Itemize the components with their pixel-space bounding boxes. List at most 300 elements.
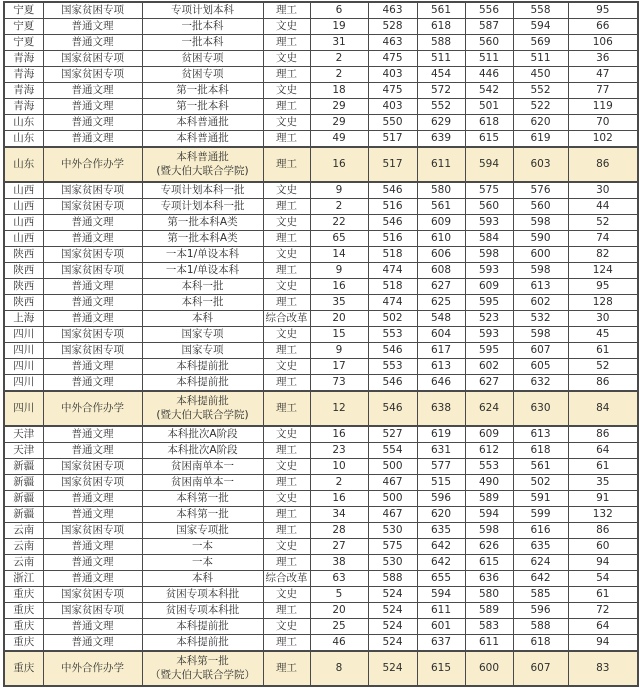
table-cell: 12 (310, 391, 368, 426)
table-cell: 500 (368, 459, 417, 475)
table-cell: 119 (568, 99, 638, 115)
table-cell: 95 (568, 2, 638, 19)
table-cell: 本科第一批 （暨大伯大联合学院） (142, 651, 263, 686)
table-cell: 527 (368, 426, 417, 443)
table-cell: 556 (465, 2, 513, 19)
table-cell: 77 (568, 83, 638, 99)
table-cell: 501 (465, 99, 513, 115)
table-cell: 国家贫困专项 (43, 603, 142, 619)
table-cell: 593 (465, 263, 513, 279)
table-row (4, 603, 638, 619)
table-cell: 新疆 (4, 507, 43, 523)
table-cell: 中外合作办学 (43, 391, 142, 426)
table-cell: 511 (465, 51, 513, 67)
table-row (4, 651, 638, 686)
table-cell: 云南 (4, 523, 43, 539)
table-cell: 609 (465, 279, 513, 295)
table-cell: 575 (368, 539, 417, 555)
table-cell: 610 (417, 231, 465, 247)
table-row (4, 459, 638, 475)
table-cell: 理工 (263, 99, 310, 115)
table-cell: 专项计划本科 (142, 2, 263, 19)
table-cell: 636 (465, 571, 513, 587)
table-cell: 四川 (4, 327, 43, 343)
table-cell: 596 (417, 491, 465, 507)
table-row (4, 539, 638, 555)
table-cell: 552 (513, 83, 568, 99)
table-cell: 61 (568, 343, 638, 359)
table-cell: 594 (513, 19, 568, 35)
table-cell: 35 (568, 475, 638, 491)
table-cell: 贫困专项本科批 (142, 587, 263, 603)
table-row (4, 83, 638, 99)
table-cell: 546 (368, 375, 417, 392)
table-cell: 第一批本科 (142, 99, 263, 115)
table-cell: 国家贫困专项 (43, 247, 142, 263)
table-cell: 文史 (263, 459, 310, 475)
table-cell: 8 (310, 651, 368, 686)
table-cell: 本科提前批 (142, 635, 263, 652)
table-cell: 490 (465, 475, 513, 491)
table-row (4, 199, 638, 215)
table-cell: 635 (417, 523, 465, 539)
table-cell: 600 (465, 651, 513, 686)
table-cell: 619 (513, 131, 568, 148)
table-cell: 52 (568, 359, 638, 375)
table-cell: 585 (513, 587, 568, 603)
table-cell: 46 (310, 635, 368, 652)
table-cell: 一批本科 (142, 19, 263, 35)
table-cell: 594 (417, 587, 465, 603)
table-cell: 532 (513, 311, 568, 327)
table-row (4, 182, 638, 199)
table-cell: 宁夏 (4, 2, 43, 19)
table-cell: 普通文理 (43, 491, 142, 507)
table-cell: 四川 (4, 343, 43, 359)
table-cell: 569 (513, 35, 568, 51)
table-row (4, 231, 638, 247)
table-cell: 一本1/单设本科 (142, 247, 263, 263)
table-cell: 609 (417, 215, 465, 231)
table-cell: 84 (568, 391, 638, 426)
table-cell: 重庆 (4, 635, 43, 652)
table-cell: 625 (417, 295, 465, 311)
table-cell: 国家贫困专项 (43, 67, 142, 83)
table-cell: 605 (513, 359, 568, 375)
table-cell: 620 (513, 115, 568, 131)
table-cell: 新疆 (4, 459, 43, 475)
table-cell: 584 (465, 231, 513, 247)
table-cell: 国家贫困专项 (43, 459, 142, 475)
table-cell: 598 (513, 327, 568, 343)
table-cell: 615 (417, 651, 465, 686)
admission-scores-table (3, 1, 639, 687)
table-row (4, 359, 638, 375)
table-cell: 普通文理 (43, 426, 142, 443)
table-cell: 普通文理 (43, 131, 142, 148)
table-cell: 583 (465, 619, 513, 635)
table-cell: 575 (465, 182, 513, 199)
table-row (4, 507, 638, 523)
table-cell: 16 (310, 426, 368, 443)
table-cell: 四川 (4, 375, 43, 392)
table-cell: 580 (417, 182, 465, 199)
table-cell: 25 (310, 619, 368, 635)
table-cell: 29 (310, 99, 368, 115)
table-row (4, 391, 638, 426)
table-cell: 45 (568, 327, 638, 343)
table-cell: 618 (513, 443, 568, 459)
table-cell: 64 (568, 443, 638, 459)
table-cell: 本科批次A阶段 (142, 426, 263, 443)
table-cell: 588 (368, 571, 417, 587)
table-cell: 560 (465, 35, 513, 51)
table-cell: 542 (465, 83, 513, 99)
table-cell: 山西 (4, 215, 43, 231)
table-cell: 20 (310, 311, 368, 327)
table-cell: 国家贫困专项 (43, 343, 142, 359)
table-cell: 理工 (263, 507, 310, 523)
table-cell: 15 (310, 327, 368, 343)
table-cell: 546 (368, 343, 417, 359)
table-cell: 607 (513, 651, 568, 686)
table-cell: 572 (417, 83, 465, 99)
table-cell: 593 (465, 327, 513, 343)
table-cell: 64 (568, 619, 638, 635)
table-cell: 文史 (263, 359, 310, 375)
table-cell: 普通文理 (43, 507, 142, 523)
table-cell: 国家贫困专项 (43, 199, 142, 215)
table-row (4, 426, 638, 443)
table-cell: 454 (417, 67, 465, 83)
table-cell: 598 (513, 263, 568, 279)
table-cell: 理工 (263, 391, 310, 426)
table-cell: 文史 (263, 539, 310, 555)
table-cell: 518 (368, 279, 417, 295)
table-cell: 128 (568, 295, 638, 311)
table-row (4, 99, 638, 115)
table-cell: 642 (417, 555, 465, 571)
table-cell: 618 (465, 115, 513, 131)
table-cell: 第一批本科 (142, 83, 263, 99)
table-cell: 516 (368, 199, 417, 215)
table-cell: 国家贫困专项 (43, 182, 142, 199)
table-cell: 陕西 (4, 263, 43, 279)
table-cell: 贫困南单本一 (142, 475, 263, 491)
table-cell: 重庆 (4, 651, 43, 686)
table-cell: 普通文理 (43, 311, 142, 327)
table-cell: 620 (417, 507, 465, 523)
table-cell: 本科普通批 (暨大伯大联合学院) (142, 147, 263, 182)
table-cell: 548 (417, 311, 465, 327)
table-cell: 第一批本科A类 (142, 231, 263, 247)
table-cell: 29 (310, 115, 368, 131)
table-cell: 624 (465, 391, 513, 426)
table-cell: 474 (368, 295, 417, 311)
table-cell: 2 (310, 475, 368, 491)
table-cell: 86 (568, 523, 638, 539)
table-cell: 611 (417, 147, 465, 182)
table-cell: 理工 (263, 555, 310, 571)
table-cell: 94 (568, 555, 638, 571)
table-cell: 理工 (263, 131, 310, 148)
table-cell: 602 (513, 295, 568, 311)
table-cell: 理工 (263, 231, 310, 247)
table-cell: 中外合作办学 (43, 651, 142, 686)
table-cell: 国家贫困专项 (43, 587, 142, 603)
table-row (4, 131, 638, 148)
table-row (4, 295, 638, 311)
table-cell: 文史 (263, 426, 310, 443)
table-cell: 文史 (263, 491, 310, 507)
table-row (4, 475, 638, 491)
table-cell: 124 (568, 263, 638, 279)
table-cell: 618 (513, 635, 568, 652)
table-cell: 文史 (263, 115, 310, 131)
table-row (4, 263, 638, 279)
table-cell: 613 (513, 279, 568, 295)
table-cell: 589 (465, 491, 513, 507)
table-cell: 517 (368, 131, 417, 148)
table-cell: 61 (568, 587, 638, 603)
table-cell: 本科普通批 (142, 115, 263, 131)
table-cell: 23 (310, 443, 368, 459)
table-cell: 国家贫困专项 (43, 523, 142, 539)
table-cell: 561 (417, 199, 465, 215)
table-cell: 理工 (263, 343, 310, 359)
table-cell: 理工 (263, 2, 310, 19)
table-cell: 本科提前批 (142, 619, 263, 635)
table-cell: 511 (417, 51, 465, 67)
table-cell: 云南 (4, 539, 43, 555)
table-cell: 475 (368, 83, 417, 99)
table-cell: 浙江 (4, 571, 43, 587)
table-row (4, 247, 638, 263)
table-cell: 642 (417, 539, 465, 555)
table-cell: 山东 (4, 131, 43, 148)
table-cell: 19 (310, 19, 368, 35)
table-cell: 52 (568, 215, 638, 231)
table-cell: 635 (513, 539, 568, 555)
table-cell: 612 (465, 443, 513, 459)
table-cell: 本科提前批 (142, 359, 263, 375)
table-cell: 理工 (263, 475, 310, 491)
table-cell: 16 (310, 279, 368, 295)
table-cell: 616 (513, 523, 568, 539)
table-cell: 86 (568, 426, 638, 443)
table-cell: 贫困专项 (142, 51, 263, 67)
table-cell: 638 (417, 391, 465, 426)
table-cell: 639 (417, 131, 465, 148)
table-cell: 86 (568, 147, 638, 182)
table-cell: 山东 (4, 147, 43, 182)
table-cell: 446 (465, 67, 513, 83)
table-cell: 2 (310, 199, 368, 215)
table-cell: 云南 (4, 555, 43, 571)
table-cell: 普通文理 (43, 359, 142, 375)
table-cell: 54 (568, 571, 638, 587)
table-cell: 普通文理 (43, 635, 142, 652)
table-cell: 94 (568, 635, 638, 652)
table-cell: 中外合作办学 (43, 147, 142, 182)
table-row (4, 523, 638, 539)
table-cell: 本科第一批 (142, 491, 263, 507)
table-cell: 474 (368, 263, 417, 279)
table-cell: 629 (417, 115, 465, 131)
table-cell: 550 (368, 115, 417, 131)
table-cell: 国家贫困专项 (43, 475, 142, 491)
table-cell: 615 (465, 555, 513, 571)
table-cell: 617 (417, 343, 465, 359)
table-cell: 467 (368, 475, 417, 491)
table-cell: 文史 (263, 619, 310, 635)
table-cell: 590 (513, 231, 568, 247)
table-cell: 642 (513, 571, 568, 587)
table-cell: 重庆 (4, 603, 43, 619)
table-cell: 理工 (263, 375, 310, 392)
table-cell: 文史 (263, 182, 310, 199)
table-row (4, 587, 638, 603)
table-row (4, 279, 638, 295)
table-cell: 理工 (263, 651, 310, 686)
table-cell: 602 (465, 359, 513, 375)
table-cell: 青海 (4, 67, 43, 83)
table-cell: 502 (513, 475, 568, 491)
table-cell: 5 (310, 587, 368, 603)
table-cell: 82 (568, 247, 638, 263)
table-cell: 502 (368, 311, 417, 327)
table-cell: 553 (465, 459, 513, 475)
table-cell: 619 (417, 426, 465, 443)
table-row (4, 147, 638, 182)
table-cell: 515 (417, 475, 465, 491)
table-cell: 重庆 (4, 619, 43, 635)
table-cell: 609 (465, 426, 513, 443)
table-cell: 561 (513, 459, 568, 475)
table-row (4, 51, 638, 67)
table-cell: 20 (310, 603, 368, 619)
table-cell: 国家专项 (142, 327, 263, 343)
table-cell: 86 (568, 375, 638, 392)
table-row (4, 2, 638, 19)
table-cell: 530 (368, 555, 417, 571)
table-cell: 普通文理 (43, 279, 142, 295)
table-cell: 611 (417, 603, 465, 619)
table-cell: 本科一批 (142, 279, 263, 295)
table-cell: 理工 (263, 35, 310, 51)
table-cell: 2 (310, 67, 368, 83)
table-cell: 47 (568, 67, 638, 83)
table-cell: 理工 (263, 635, 310, 652)
table-row (4, 67, 638, 83)
table-cell: 600 (513, 247, 568, 263)
table-cell: 国家贫困专项 (43, 51, 142, 67)
table-cell: 589 (465, 603, 513, 619)
table-cell: 646 (417, 375, 465, 392)
table-cell: 463 (368, 35, 417, 51)
table-cell: 普通文理 (43, 231, 142, 247)
table-row (4, 571, 638, 587)
table-cell: 普通文理 (43, 555, 142, 571)
table-cell: 9 (310, 182, 368, 199)
table-cell: 本科提前批 (142, 375, 263, 392)
table-cell: 一本1/单设本科 (142, 263, 263, 279)
table-row (4, 19, 638, 35)
table-cell: 青海 (4, 51, 43, 67)
table-cell: 普通文理 (43, 571, 142, 587)
table-cell: 511 (513, 51, 568, 67)
table-cell: 631 (417, 443, 465, 459)
table-cell: 理工 (263, 523, 310, 539)
table-row (4, 343, 638, 359)
table-cell: 普通文理 (43, 19, 142, 35)
table-cell: 517 (368, 147, 417, 182)
table-cell: 理工 (263, 199, 310, 215)
table-cell: 66 (568, 19, 638, 35)
table-cell: 14 (310, 247, 368, 263)
table-cell: 普通文理 (43, 375, 142, 392)
table-cell: 16 (310, 147, 368, 182)
table-cell: 本科一批 (142, 295, 263, 311)
table-cell: 一本 (142, 555, 263, 571)
table-cell: 国家贫困专项 (43, 327, 142, 343)
table-cell: 74 (568, 231, 638, 247)
table-cell: 595 (465, 343, 513, 359)
table-row (4, 311, 638, 327)
table-cell: 60 (568, 539, 638, 555)
table-cell: 403 (368, 67, 417, 83)
table-cell: 普通文理 (43, 83, 142, 99)
table-row (4, 215, 638, 231)
table-cell: 新疆 (4, 491, 43, 507)
table-cell: 18 (310, 83, 368, 99)
table-cell: 65 (310, 231, 368, 247)
table-cell: 贫困专项 (142, 67, 263, 83)
table-cell: 403 (368, 99, 417, 115)
table-cell: 608 (417, 263, 465, 279)
table-cell: 73 (310, 375, 368, 392)
table-cell: 601 (417, 619, 465, 635)
table-cell: 91 (568, 491, 638, 507)
table-cell: 陕西 (4, 295, 43, 311)
table-row (4, 443, 638, 459)
table-cell: 591 (513, 491, 568, 507)
table-cell: 17 (310, 359, 368, 375)
table-cell: 596 (513, 603, 568, 619)
table-cell: 560 (513, 199, 568, 215)
table-cell: 综合改革 (263, 311, 310, 327)
table-cell: 36 (568, 51, 638, 67)
table-cell: 72 (568, 603, 638, 619)
table-cell: 山西 (4, 182, 43, 199)
table-cell: 文史 (263, 51, 310, 67)
table-cell: 22 (310, 215, 368, 231)
table-cell: 594 (465, 147, 513, 182)
table-cell: 理工 (263, 147, 310, 182)
table-cell: 宁夏 (4, 19, 43, 35)
table-cell: 604 (417, 327, 465, 343)
table-cell: 528 (368, 19, 417, 35)
table-cell: 49 (310, 131, 368, 148)
table-cell: 467 (368, 507, 417, 523)
table-row (4, 491, 638, 507)
table-cell: 524 (368, 619, 417, 635)
table-cell: 475 (368, 51, 417, 67)
table-cell: 本科批次A阶段 (142, 443, 263, 459)
table-cell: 587 (465, 19, 513, 35)
table-cell: 31 (310, 35, 368, 51)
table-cell: 30 (568, 311, 638, 327)
